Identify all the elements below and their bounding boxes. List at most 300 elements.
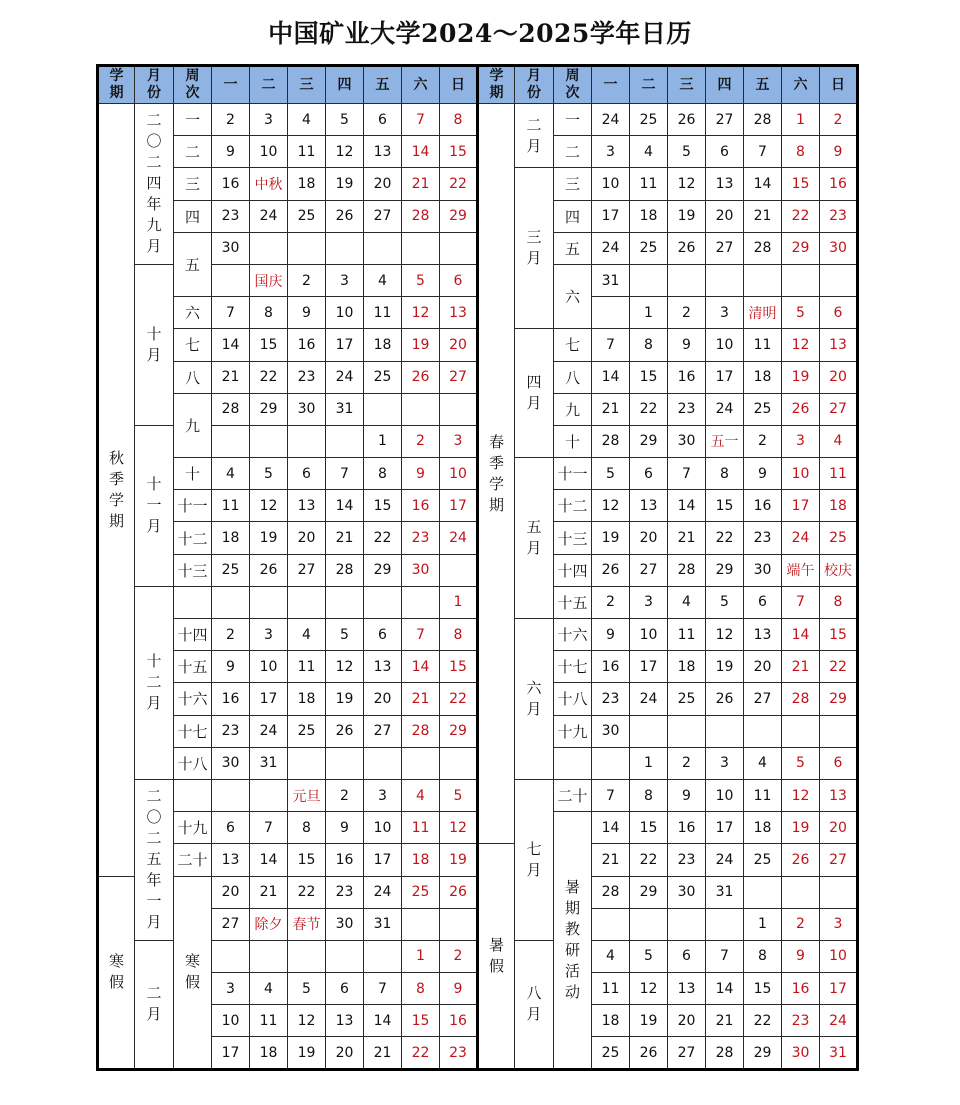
day-cell: 23 <box>744 522 782 554</box>
day-cell: 21 <box>592 844 630 876</box>
week-label: 十一 <box>554 458 592 490</box>
day-cell: 14 <box>592 361 630 393</box>
month-label: 十一月 <box>135 425 174 586</box>
day-cell: 26 <box>630 1037 668 1069</box>
day-cell: 16 <box>820 168 858 200</box>
day-cell: 26 <box>782 844 820 876</box>
column-header: 六 <box>402 66 440 104</box>
day-cell: 25 <box>402 876 440 908</box>
day-cell: 18 <box>744 812 782 844</box>
day-cell: 7 <box>250 812 288 844</box>
day-cell: 6 <box>820 297 858 329</box>
day-cell: 6 <box>364 104 402 136</box>
day-cell: 29 <box>706 554 744 586</box>
day-cell: 27 <box>212 908 250 940</box>
day-cell: 8 <box>706 458 744 490</box>
day-cell: 13 <box>744 619 782 651</box>
day-cell <box>250 232 288 264</box>
column-header: 学期 <box>478 66 515 104</box>
day-cell: 21 <box>402 168 440 200</box>
month-label: 六月 <box>515 619 554 780</box>
day-cell <box>630 715 668 747</box>
day-cell: 15 <box>630 361 668 393</box>
column-header: 四 <box>706 66 744 104</box>
day-cell <box>592 747 630 779</box>
column-header: 月份 <box>515 66 554 104</box>
day-cell: 20 <box>820 812 858 844</box>
week-label: 十 <box>174 458 212 490</box>
day-cell: 3 <box>630 586 668 618</box>
week-label: 十八 <box>174 747 212 779</box>
day-cell: 27 <box>706 232 744 264</box>
day-cell: 8 <box>440 104 478 136</box>
day-cell: 15 <box>706 490 744 522</box>
column-header: 学期 <box>98 66 135 104</box>
day-cell: 21 <box>326 522 364 554</box>
day-cell: 11 <box>744 779 782 811</box>
day-cell: 7 <box>364 973 402 1005</box>
day-cell <box>440 747 478 779</box>
day-cell: 16 <box>668 812 706 844</box>
day-cell: 30 <box>592 715 630 747</box>
day-cell: 27 <box>630 554 668 586</box>
day-cell: 23 <box>288 361 326 393</box>
day-cell: 6 <box>630 458 668 490</box>
day-cell: 12 <box>668 168 706 200</box>
week-label: 三 <box>174 168 212 200</box>
day-cell: 10 <box>250 651 288 683</box>
page-title: 中国矿业大学2024～2025学年日历 <box>268 19 692 48</box>
day-cell: 1 <box>364 425 402 457</box>
header-row <box>98 66 858 104</box>
day-cell: 9 <box>440 973 478 1005</box>
day-cell: 21 <box>706 1005 744 1037</box>
day-cell: 20 <box>364 168 402 200</box>
day-cell: 9 <box>592 619 630 651</box>
term-label: 秋季学期 <box>98 104 135 877</box>
day-cell: 8 <box>250 297 288 329</box>
term-label: 寒假 <box>98 876 135 1069</box>
day-cell: 12 <box>250 490 288 522</box>
day-cell: 14 <box>326 490 364 522</box>
day-cell: 15 <box>288 844 326 876</box>
term-label: 暑假 <box>478 844 515 1069</box>
day-cell: 7 <box>706 940 744 972</box>
day-cell: 17 <box>212 1037 250 1069</box>
day-cell <box>668 715 706 747</box>
day-cell: 10 <box>706 329 744 361</box>
day-cell: 13 <box>364 136 402 168</box>
day-cell: 25 <box>288 715 326 747</box>
day-cell: 17 <box>630 651 668 683</box>
day-cell: 10 <box>440 458 478 490</box>
day-cell: 13 <box>440 297 478 329</box>
day-cell: 14 <box>668 490 706 522</box>
day-cell: 8 <box>440 619 478 651</box>
day-cell: 3 <box>326 264 364 296</box>
day-cell: 18 <box>744 361 782 393</box>
day-cell: 11 <box>250 1005 288 1037</box>
day-cell: 29 <box>440 715 478 747</box>
day-cell: 12 <box>440 812 478 844</box>
column-header: 周次 <box>554 66 592 104</box>
day-cell: 11 <box>212 490 250 522</box>
day-cell: 23 <box>402 522 440 554</box>
day-cell: 19 <box>402 329 440 361</box>
day-cell: 16 <box>212 683 250 715</box>
day-cell: 8 <box>288 812 326 844</box>
day-cell: 25 <box>744 844 782 876</box>
day-cell: 18 <box>630 200 668 232</box>
day-cell <box>744 715 782 747</box>
day-cell: 7 <box>326 458 364 490</box>
day-cell: 22 <box>364 522 402 554</box>
day-cell: 23 <box>782 1005 820 1037</box>
week-label: 九 <box>174 393 212 457</box>
day-cell: 6 <box>364 619 402 651</box>
week-label: 二十 <box>554 779 592 811</box>
day-cell: 1 <box>440 586 478 618</box>
week-label: 七 <box>554 329 592 361</box>
day-cell: 5 <box>250 458 288 490</box>
day-cell: 21 <box>744 200 782 232</box>
day-cell: 13 <box>668 973 706 1005</box>
day-cell: 22 <box>288 876 326 908</box>
day-cell: 4 <box>288 619 326 651</box>
day-cell: 28 <box>402 200 440 232</box>
day-cell: 10 <box>782 458 820 490</box>
week-label: 一 <box>554 104 592 136</box>
day-cell: 13 <box>364 651 402 683</box>
day-cell: 27 <box>364 715 402 747</box>
day-cell: 22 <box>706 522 744 554</box>
calendar-body <box>98 66 858 1070</box>
day-cell: 2 <box>326 779 364 811</box>
day-cell <box>288 586 326 618</box>
day-cell <box>364 232 402 264</box>
day-cell: 20 <box>440 329 478 361</box>
day-cell: 15 <box>630 812 668 844</box>
day-cell: 2 <box>592 586 630 618</box>
day-cell: 1 <box>402 940 440 972</box>
day-cell: 25 <box>212 554 250 586</box>
day-cell: 16 <box>402 490 440 522</box>
day-cell: 31 <box>592 264 630 296</box>
day-cell <box>440 908 478 940</box>
day-cell: 8 <box>782 136 820 168</box>
day-cell: 25 <box>592 1037 630 1069</box>
day-cell: 12 <box>782 329 820 361</box>
day-cell: 16 <box>288 329 326 361</box>
day-cell: 14 <box>592 812 630 844</box>
day-cell: 26 <box>402 361 440 393</box>
day-cell: 26 <box>668 104 706 136</box>
day-cell: 21 <box>668 522 706 554</box>
day-cell: 6 <box>706 136 744 168</box>
day-cell <box>440 232 478 264</box>
day-cell: 21 <box>250 876 288 908</box>
month-label: 七月 <box>515 779 554 940</box>
day-cell: 18 <box>212 522 250 554</box>
day-cell: 6 <box>212 812 250 844</box>
day-cell: 元旦 <box>288 779 326 811</box>
day-cell: 31 <box>250 747 288 779</box>
day-cell: 24 <box>706 393 744 425</box>
day-cell: 26 <box>592 554 630 586</box>
day-cell: 30 <box>212 747 250 779</box>
day-cell <box>706 908 744 940</box>
day-cell: 3 <box>820 908 858 940</box>
day-cell: 2 <box>744 425 782 457</box>
day-cell: 7 <box>668 458 706 490</box>
day-cell: 14 <box>706 973 744 1005</box>
day-cell: 校庆 <box>820 554 858 586</box>
day-cell: 29 <box>630 425 668 457</box>
day-cell: 21 <box>592 393 630 425</box>
day-cell <box>402 232 440 264</box>
day-cell: 7 <box>402 619 440 651</box>
day-cell <box>326 940 364 972</box>
month-label: 十月 <box>135 264 174 425</box>
column-header: 五 <box>744 66 782 104</box>
day-cell: 17 <box>440 490 478 522</box>
day-cell: 30 <box>668 425 706 457</box>
day-cell: 24 <box>630 683 668 715</box>
day-cell: 15 <box>782 168 820 200</box>
week-label: 暑期教研活动 <box>554 812 592 1070</box>
day-cell: 2 <box>782 908 820 940</box>
day-cell: 28 <box>212 393 250 425</box>
day-cell: 14 <box>402 651 440 683</box>
day-cell: 9 <box>402 458 440 490</box>
day-cell: 24 <box>364 876 402 908</box>
day-cell: 28 <box>402 715 440 747</box>
column-header: 月份 <box>135 66 174 104</box>
day-cell: 5 <box>440 779 478 811</box>
day-cell: 15 <box>440 651 478 683</box>
day-cell: 22 <box>630 393 668 425</box>
day-cell: 24 <box>250 715 288 747</box>
day-cell: 19 <box>326 683 364 715</box>
day-cell: 17 <box>250 683 288 715</box>
day-cell <box>668 264 706 296</box>
day-cell: 24 <box>592 104 630 136</box>
column-header: 三 <box>288 66 326 104</box>
week-label: 二十 <box>174 844 212 876</box>
day-cell: 11 <box>288 651 326 683</box>
column-header: 一 <box>212 66 250 104</box>
day-cell: 3 <box>250 104 288 136</box>
day-cell <box>212 425 250 457</box>
day-cell: 28 <box>782 683 820 715</box>
day-cell <box>212 779 250 811</box>
day-cell <box>250 586 288 618</box>
day-cell <box>440 554 478 586</box>
day-cell: 5 <box>288 973 326 1005</box>
day-cell: 23 <box>592 683 630 715</box>
day-cell: 13 <box>630 490 668 522</box>
day-cell: 8 <box>820 586 858 618</box>
day-cell <box>364 393 402 425</box>
day-cell: 5 <box>706 586 744 618</box>
day-cell: 19 <box>782 361 820 393</box>
day-cell: 12 <box>630 973 668 1005</box>
day-cell: 4 <box>250 973 288 1005</box>
table-row <box>98 104 858 136</box>
day-cell <box>288 747 326 779</box>
day-cell: 22 <box>402 1037 440 1069</box>
day-cell: 26 <box>782 393 820 425</box>
day-cell: 20 <box>668 1005 706 1037</box>
day-cell: 31 <box>820 1037 858 1069</box>
day-cell <box>288 232 326 264</box>
day-cell <box>820 264 858 296</box>
day-cell: 5 <box>782 297 820 329</box>
day-cell: 16 <box>782 973 820 1005</box>
day-cell: 21 <box>402 683 440 715</box>
day-cell: 17 <box>782 490 820 522</box>
day-cell: 22 <box>440 168 478 200</box>
day-cell: 8 <box>630 779 668 811</box>
day-cell: 1 <box>630 747 668 779</box>
day-cell: 28 <box>326 554 364 586</box>
day-cell: 13 <box>326 1005 364 1037</box>
day-cell: 22 <box>250 361 288 393</box>
day-cell: 8 <box>364 458 402 490</box>
day-cell <box>212 264 250 296</box>
day-cell <box>782 715 820 747</box>
table-row <box>98 844 858 876</box>
day-cell: 18 <box>402 844 440 876</box>
day-cell: 6 <box>288 458 326 490</box>
day-cell: 春节 <box>288 908 326 940</box>
day-cell <box>288 425 326 457</box>
day-cell: 17 <box>592 200 630 232</box>
day-cell: 30 <box>326 908 364 940</box>
day-cell: 24 <box>440 522 478 554</box>
day-cell: 23 <box>326 876 364 908</box>
day-cell: 9 <box>288 297 326 329</box>
day-cell: 29 <box>630 876 668 908</box>
week-label: 十四 <box>554 554 592 586</box>
week-label: 五 <box>554 232 592 264</box>
day-cell: 4 <box>212 458 250 490</box>
day-cell: 18 <box>364 329 402 361</box>
day-cell: 22 <box>744 1005 782 1037</box>
academic-calendar-table <box>96 64 859 1071</box>
day-cell: 21 <box>782 651 820 683</box>
day-cell: 19 <box>592 522 630 554</box>
day-cell: 27 <box>668 1037 706 1069</box>
day-cell <box>440 393 478 425</box>
day-cell: 27 <box>364 200 402 232</box>
day-cell: 24 <box>820 1005 858 1037</box>
day-cell: 10 <box>820 940 858 972</box>
column-header: 二 <box>250 66 288 104</box>
day-cell: 6 <box>820 747 858 779</box>
day-cell: 29 <box>820 683 858 715</box>
day-cell: 25 <box>364 361 402 393</box>
day-cell: 19 <box>250 522 288 554</box>
day-cell: 23 <box>820 200 858 232</box>
day-cell: 11 <box>820 458 858 490</box>
day-cell: 9 <box>782 940 820 972</box>
day-cell: 29 <box>782 232 820 264</box>
day-cell <box>212 586 250 618</box>
column-header: 五 <box>364 66 402 104</box>
week-label: 二 <box>554 136 592 168</box>
day-cell: 27 <box>820 844 858 876</box>
week-label: 十九 <box>554 715 592 747</box>
day-cell: 3 <box>250 619 288 651</box>
day-cell: 4 <box>630 136 668 168</box>
month-label: 四月 <box>515 329 554 458</box>
day-cell: 1 <box>744 908 782 940</box>
week-label: 十四 <box>174 619 212 651</box>
day-cell: 19 <box>668 200 706 232</box>
day-cell <box>782 876 820 908</box>
day-cell: 2 <box>212 104 250 136</box>
month-label: 二月 <box>135 940 174 1069</box>
day-cell: 17 <box>820 973 858 1005</box>
day-cell: 14 <box>744 168 782 200</box>
column-header: 一 <box>592 66 630 104</box>
day-cell: 30 <box>288 393 326 425</box>
day-cell: 14 <box>250 844 288 876</box>
day-cell: 22 <box>782 200 820 232</box>
day-cell: 26 <box>440 876 478 908</box>
day-cell: 13 <box>820 779 858 811</box>
day-cell: 21 <box>364 1037 402 1069</box>
day-cell: 16 <box>744 490 782 522</box>
day-cell: 20 <box>706 200 744 232</box>
week-label: 七 <box>174 329 212 361</box>
day-cell: 12 <box>782 779 820 811</box>
day-cell: 26 <box>668 232 706 264</box>
day-cell: 20 <box>630 522 668 554</box>
week-label: 九 <box>554 393 592 425</box>
week-label <box>554 747 592 779</box>
day-cell: 4 <box>402 779 440 811</box>
day-cell: 15 <box>250 329 288 361</box>
month-label: 八月 <box>515 940 554 1069</box>
day-cell <box>706 264 744 296</box>
day-cell <box>402 908 440 940</box>
day-cell: 6 <box>326 973 364 1005</box>
day-cell: 19 <box>630 1005 668 1037</box>
day-cell: 5 <box>402 264 440 296</box>
day-cell: 2 <box>288 264 326 296</box>
day-cell: 26 <box>326 200 364 232</box>
day-cell <box>630 264 668 296</box>
day-cell: 3 <box>706 297 744 329</box>
day-cell <box>820 715 858 747</box>
day-cell: 3 <box>592 136 630 168</box>
day-cell: 12 <box>288 1005 326 1037</box>
day-cell: 3 <box>440 425 478 457</box>
week-label: 十六 <box>554 619 592 651</box>
month-label: 二〇二五年一月 <box>135 779 174 940</box>
day-cell: 28 <box>744 232 782 264</box>
day-cell: 10 <box>212 1005 250 1037</box>
day-cell <box>364 586 402 618</box>
day-cell: 5 <box>592 458 630 490</box>
day-cell <box>326 586 364 618</box>
day-cell: 7 <box>592 779 630 811</box>
day-cell: 4 <box>744 747 782 779</box>
day-cell: 26 <box>250 554 288 586</box>
day-cell: 9 <box>212 136 250 168</box>
